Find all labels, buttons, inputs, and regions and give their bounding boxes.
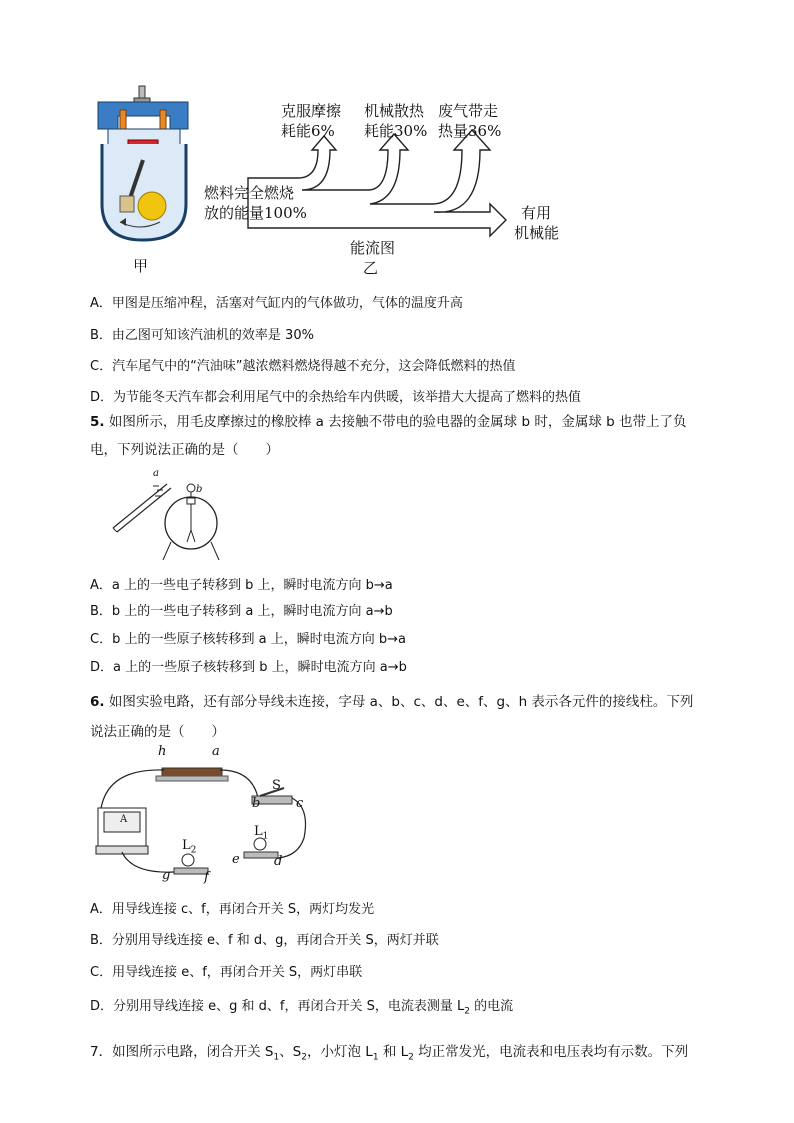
label-l2: $L_2$ bbox=[182, 838, 197, 856]
q4-option-b: B．由乙图可知该汽油机的效率是 30% bbox=[90, 328, 314, 343]
q6-option-a: A．用导线连接 c、f，再闭合开关 S，两灯均发光 bbox=[90, 902, 375, 917]
label-b-terminal: b bbox=[252, 796, 261, 811]
q5-stem-line1 bbox=[90, 410, 687, 430]
fuel-label-2: 放的能量100% bbox=[204, 204, 307, 222]
label-g: g bbox=[162, 868, 171, 883]
q6-option-d: D．分别用导线连接 e、g 和 d、f，再闭合开关 S，电流表测量 $L_2$ 的电流 bbox=[90, 999, 514, 1017]
engine-diagram bbox=[90, 84, 200, 244]
q5-stem-text: 如图所示，用毛皮摩擦过的橡胶棒 a 去接触不带电的验电器的金属球 b 时，金属球 b 也带上了负 bbox=[108, 414, 687, 430]
energy-flow-title: 能流图 bbox=[350, 239, 396, 257]
q6-stem-line1 bbox=[90, 690, 693, 710]
q4-option-d: D．为节能冬天汽车都会利用尾气中的余热给车内供暖，该举措大大提高了燃料的热值 bbox=[90, 390, 582, 405]
q7-stem: 7．如图所示电路，闭合开关 $S_1$、$S_2$，小灯泡 $L_1$ 和 $L_2$ 均正常发光，电流表和电压表均有示数。下列 bbox=[90, 1044, 689, 1063]
label-e: e bbox=[232, 852, 240, 867]
electroscope-diagram bbox=[105, 468, 225, 564]
q6-option-c: C．用导线连接 e、f，再闭合开关 S，两灯串联 bbox=[90, 965, 363, 980]
q4-option-c: C．汽车尾气中的“汽油味”越浓燃料燃烧得越不充分，这会降低燃料的热值 bbox=[90, 359, 516, 374]
figure-label-yi: 乙 bbox=[363, 259, 379, 277]
label-a: a bbox=[153, 468, 159, 479]
label-h: h bbox=[158, 744, 167, 759]
friction-label-2: 耗能6% bbox=[281, 122, 335, 140]
q6-number: 6. bbox=[90, 694, 105, 710]
label-a-terminal: a bbox=[212, 744, 220, 759]
q6-stem-text: 如图实验电路，还有部分导线未连接，字母 a、b、c、d、e、f、g、h 表示各元件的接线柱。下列 bbox=[108, 694, 694, 710]
friction-label-1: 克服摩擦 bbox=[281, 102, 342, 120]
exhaust-label-2: 热量36% bbox=[438, 122, 502, 140]
exhaust-label-1: 废气带走 bbox=[438, 102, 499, 120]
q5-number: 5. bbox=[90, 414, 105, 430]
q4-option-a: A．甲图是压缩冲程，活塞对气缸内的气体做功，气体的温度升高 bbox=[90, 296, 463, 311]
heat-label-2: 耗能30% bbox=[364, 122, 428, 140]
q5-option-b: B．b 上的一些电子转移到 a 上，瞬时电流方向 a→b bbox=[90, 604, 393, 619]
q5-stem-line2: 电，下列说法正确的是（ ） bbox=[90, 442, 279, 458]
label-l1: $L_1$ bbox=[254, 824, 269, 842]
q6-option-b: B．分别用导线连接 e、f 和 d、g，再闭合开关 S，两灯并联 bbox=[90, 933, 439, 948]
label-d: d bbox=[274, 854, 283, 869]
label-switch-s: S bbox=[272, 778, 281, 793]
q5-option-d: D．a 上的一些原子核转移到 b 上，瞬时电流方向 a→b bbox=[90, 660, 407, 675]
q6-stem-line2: 说法正确的是（ ） bbox=[90, 724, 225, 740]
useful-label-1: 有用 bbox=[521, 204, 552, 222]
heat-label-1: 机械散热 bbox=[364, 102, 425, 120]
label-f: f bbox=[204, 870, 209, 885]
q5-option-a: A．a 上的一些电子转移到 b 上，瞬时电流方向 b→a bbox=[90, 578, 393, 593]
label-b: b bbox=[196, 484, 203, 495]
q5-option-c: C．b 上的一些原子核转移到 a 上，瞬时电流方向 b→a bbox=[90, 632, 406, 647]
useful-label-2: 机械能 bbox=[514, 224, 560, 242]
label-c: c bbox=[296, 796, 304, 811]
fuel-label-1: 燃料完全燃烧 bbox=[204, 184, 295, 202]
ammeter-label: A bbox=[120, 814, 128, 825]
figure-label-jia: 甲 bbox=[133, 257, 149, 275]
